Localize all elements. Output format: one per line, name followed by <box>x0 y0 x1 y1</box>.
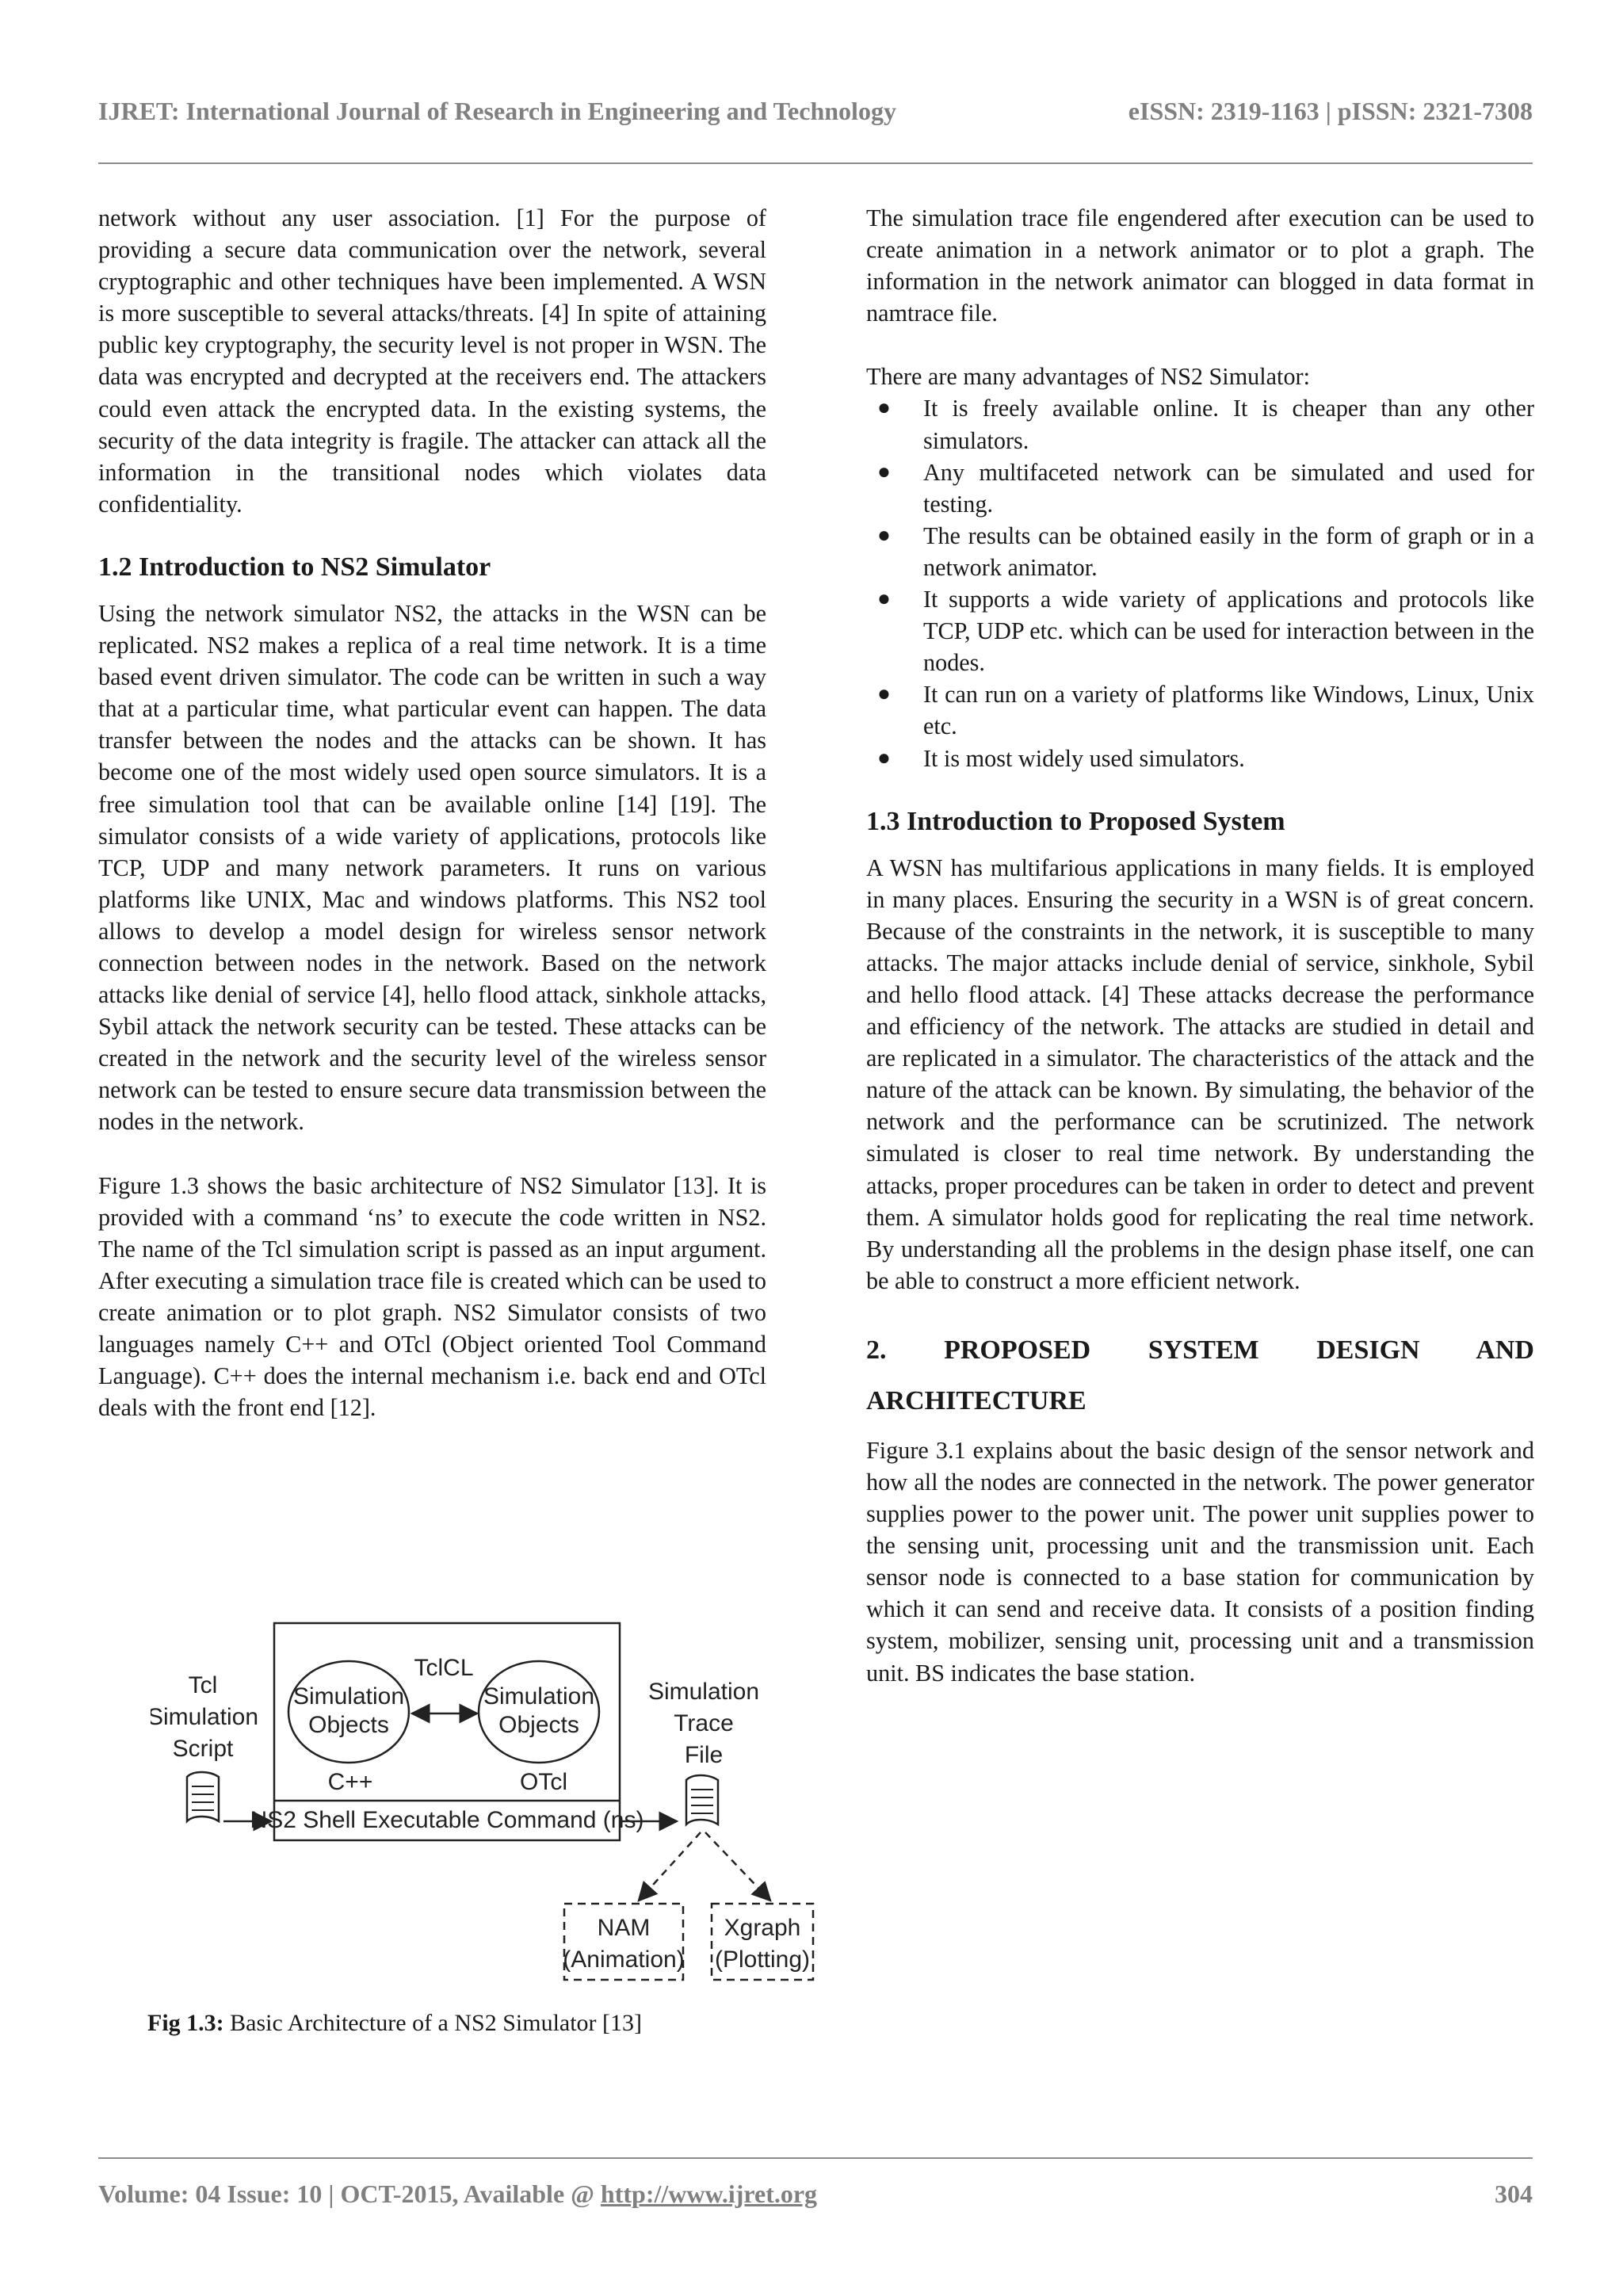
tclcl-label: TclCL <box>414 1655 474 1681</box>
trace-label-line2: Trace <box>674 1710 734 1736</box>
ns2-architecture-figure <box>151 1617 816 2005</box>
section-2-heading-line1: 2. PROPOSED SYSTEM DESIGN AND <box>866 1335 1534 1365</box>
list-item: ● It can run on a variety of platforms like Windows, Linux, Unix etc. <box>866 678 1534 742</box>
obj-right-line1: Simulation <box>483 1683 595 1710</box>
journal-link[interactable]: http://www.ijret.org <box>600 2179 818 2208</box>
shell-command-label: NS2 Shell Executable Command (ns) <box>250 1807 644 1833</box>
trace-label-line1: Simulation <box>647 1679 760 1705</box>
bullet-icon: ● <box>877 586 891 612</box>
figure-caption <box>147 2010 642 2037</box>
header-rule <box>98 162 1533 164</box>
otcl-label: OTcl <box>520 1769 567 1795</box>
list-item: ● The results can be obtained easily in the form of graph or in a network animator. <box>866 520 1534 583</box>
footer-rule <box>98 2157 1533 2159</box>
trace-label-line3: File <box>684 1742 724 1768</box>
list-item: ● Any multifaceted network can be simulated and used for testing. <box>866 457 1534 520</box>
xgraph-label-line1: Xgraph <box>724 1915 801 1941</box>
nam-label-line2: (Animation) <box>563 1946 685 1973</box>
section-1-2-paragraph-2: Figure 1.3 shows the basic architecture of NS2 Simulator [13]. It is provided with a command ‘ns’ to execute the code written in NS2. The name of the Tcl simulation script is passed as an input argument. After executing a simulation trace file is created which can be used to create animation or to plot graph. NS2 Simulator consists of two languages namely C++ and OTcl (Object oriented Tool Command Language). C++ does the internal mechanism i.e. back end and OTcl deals with the front end [12]. <box>98 1171 766 1422</box>
list-item: ● It supports a wide variety of applications and protocols like TCP, UDP etc. which can be used for interaction between in the nodes. <box>866 583 1534 678</box>
trace-to-nam-arrow <box>639 1832 701 1901</box>
tcl-label-line1: Tcl <box>188 1672 218 1698</box>
advantages-intro: There are many advantages of NS2 Simulator: <box>866 363 1310 391</box>
nam-label-line1: NAM <box>597 1915 651 1941</box>
tcl-label-line3: Script <box>172 1736 234 1762</box>
script-scroll-icon <box>187 1772 219 1821</box>
journal-title: IJRET: International Journal of Research in Engineering and Technology <box>98 97 896 125</box>
tcl-label-line2: Simulation <box>151 1704 259 1730</box>
bullet-icon: ● <box>877 459 891 484</box>
caption-text: Basic Architecture of a NS2 Simulator [13] <box>223 2010 643 2036</box>
right-column <box>866 202 1534 1689</box>
bullet-icon: ● <box>877 745 891 770</box>
caption-label: Fig 1.3: <box>147 2010 224 2036</box>
section-1-2-heading: 1.2 Introduction to NS2 Simulator <box>98 552 491 582</box>
trace-to-xgraph-arrow <box>705 1832 770 1901</box>
xgraph-label-line2: (Plotting) <box>714 1946 811 1973</box>
bullet-icon: ● <box>877 682 891 707</box>
trace-scroll-icon <box>686 1775 718 1824</box>
section-1-2-paragraph-1: Using the network simulator NS2, the attacks in the WSN can be replicated. NS2 makes a replica of a real time network. It is a time based event driven simulator. The code can be written in such a way that at a particular time, what particular event can happen. The data transfer between the nodes and the attacks can be shown. It has become one of the most widely used open source simulators. It is a free simulation tool that can be available online [14] [19]. The simulator consists of a wide variety of applications, protocols like TCP, UDP and many network parameters. It runs on various platforms like UNIX, Mac and windows platforms. This NS2 tool allows to develop a model design for wireless sensor network connection between nodes in the network. Based on the network attacks like denial of service [4], hello flood attack, sinkhole attacks, Sybil attack the network security can be tested. These attacks can be created in the network and the security level of the wireless sensor network can be tested to ensure secure data transmission between the nodes in the network. <box>98 599 766 1136</box>
bullet-icon: ● <box>877 522 891 548</box>
intro-paragraph: network without any user association. [1] For the purpose of providing a secure data communication over the network, several cryptographic and other techniques have been implemented. A WSN is more susceptible to several attacks/threats. [4] In spite of attaining public key cryptography, the security level is not proper in WSN. The data was encrypted and decrypted at the receivers end. The attackers could even attack the encrypted data. In the existing systems, the security of the data integrity is fragile. The attacker can attack all the information in the transitional nodes which violates data confidentiality. <box>98 204 766 518</box>
issn-info: eISSN: 2319-1163 | pISSN: 2321-7308 <box>1128 97 1533 125</box>
list-item: ● It is freely available online. It is cheaper than any other simulators. <box>866 392 1534 456</box>
page-number: 304 <box>1495 2179 1533 2208</box>
section-1-3-heading: 1.3 Introduction to Proposed System <box>866 806 1285 836</box>
advantages-list <box>866 392 1534 774</box>
section-2-heading-line2: ARCHITECTURE <box>866 1385 1086 1415</box>
trace-paragraph: The simulation trace file engendered after execution can be used to create animation in a network animator or to plot a graph. The information in the network animator can blogged in data format in namtrace file. <box>866 204 1534 327</box>
obj-right-line2: Objects <box>498 1712 579 1738</box>
ns2-architecture-diagram <box>151 1617 816 2005</box>
obj-left-line2: Objects <box>308 1712 389 1738</box>
cpp-label: C++ <box>327 1769 373 1795</box>
obj-left-line1: Simulation <box>292 1683 405 1710</box>
bullet-icon: ● <box>877 395 891 421</box>
left-column <box>98 202 766 1423</box>
section-1-3-paragraph: A WSN has multifarious applications in many fields. It is employed in many places. Ensuring the security in a WSN is of great concern. Because of the constraints in the network, it is susceptible to many attacks. The major attacks include denial of service, sinkhole, Sybil and hello flood attack. [4] These attacks decrease the performance and efficiency of the network. The attacks are studied in detail and are replicated in a simulator. The characteristics of the attack and the nature of the attack can be known. By simulating, the behavior of the network and the performance can be scrutinized. The network simulated is closer to real time network. By understanding the attacks, proper procedures can be taken in order to detect and prevent them. A simulator holds good for replicating the real time network. By understanding all the problems in the design phase itself, one can be able to construct a more efficient network. <box>866 854 1534 1294</box>
volume-info: Volume: 04 Issue: 10 | OCT-2015, Available @ <box>98 2179 601 2208</box>
list-item: ● It is most widely used simulators. <box>866 743 1534 774</box>
section-2-paragraph: Figure 3.1 explains about the basic design of the sensor network and how all the nodes are connected in the network. The power generator supplies power to the power unit. The power unit supplies power to the sensing unit, processing unit and the transmission unit. Each sensor node is connected to a base station for communication by which it can send and receive data. It consists of a position finding system, mobilizer, sensing unit, processing unit and a transmission unit. BS indicates the base station. <box>866 1436 1534 1687</box>
